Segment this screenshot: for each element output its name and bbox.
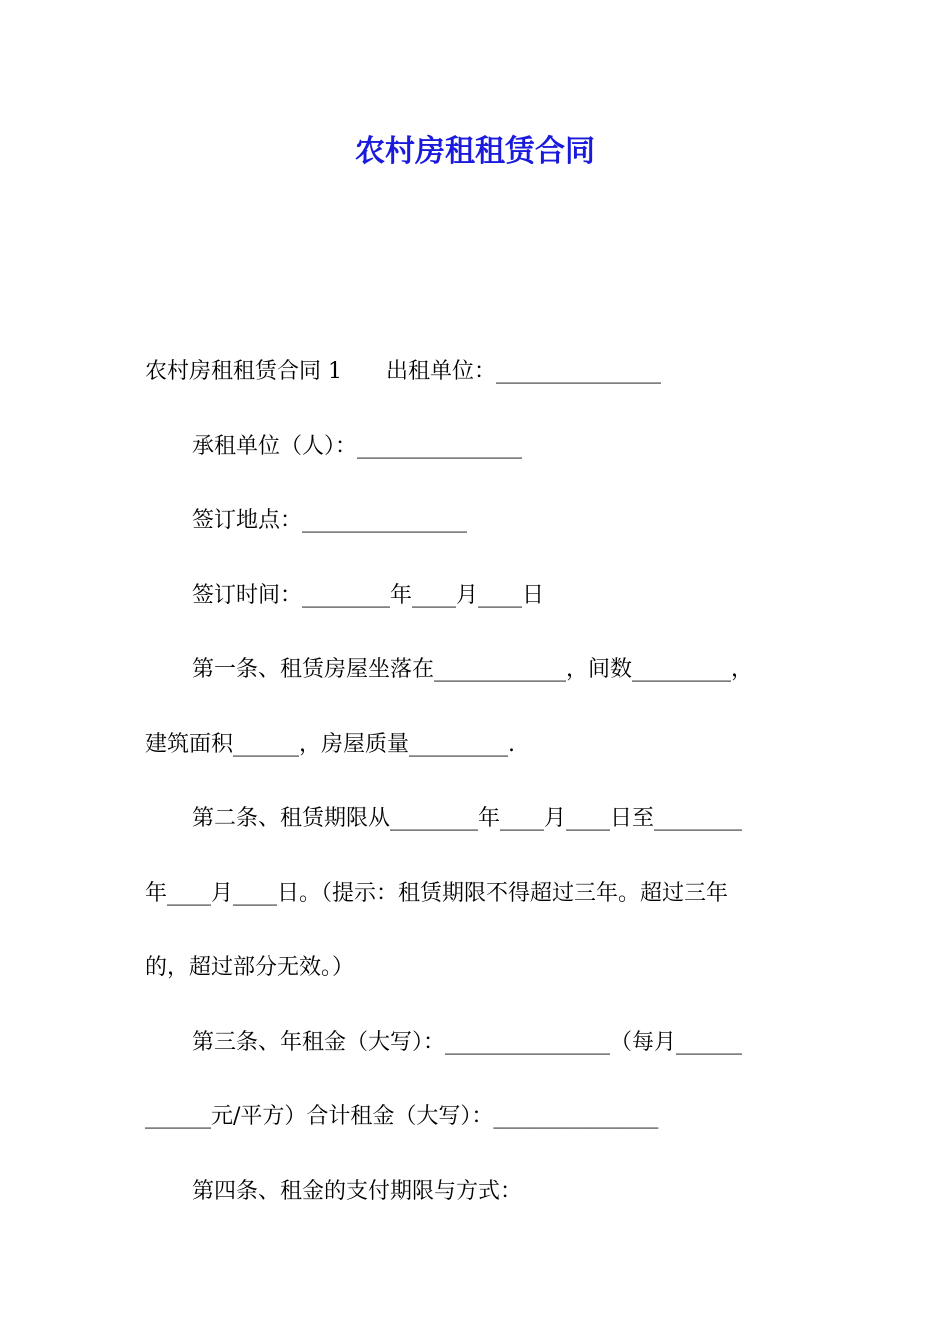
paragraph-line: 建筑面积______，房屋质量_________. [145,731,515,757]
paragraph-line: 第三条、年租金（大写）：_______________（每月______ [192,1029,743,1055]
paragraph-line: 年____月____日。（提示：租赁期限不得超过三年。超过三年 [145,880,729,906]
document-title: 农村房租租赁合同 [355,134,595,169]
paragraph-line: 签订时间：________年____月____日 [192,582,545,608]
paragraph-line: 农村房租租赁合同 1 出租单位：_______________ [145,359,661,384]
paragraph-line: 第四条、租金的支付期限与方式： [192,1178,523,1204]
paragraph-line: ______元/平方）合计租金（大写）：_______________ [145,1104,659,1129]
paragraph-line: 第二条、租赁期限从________年____月____日至________ [192,806,743,831]
paragraph-line: 的，超过部分无效。） [145,955,355,980]
paragraph-line: 第一条、租赁房屋坐落在____________，间数_________， [192,657,754,682]
paragraph-line: 签订地点：_______________ [192,508,468,533]
paragraph-line: 承租单位（人）：_______________ [192,433,523,459]
document-body [145,335,807,1229]
